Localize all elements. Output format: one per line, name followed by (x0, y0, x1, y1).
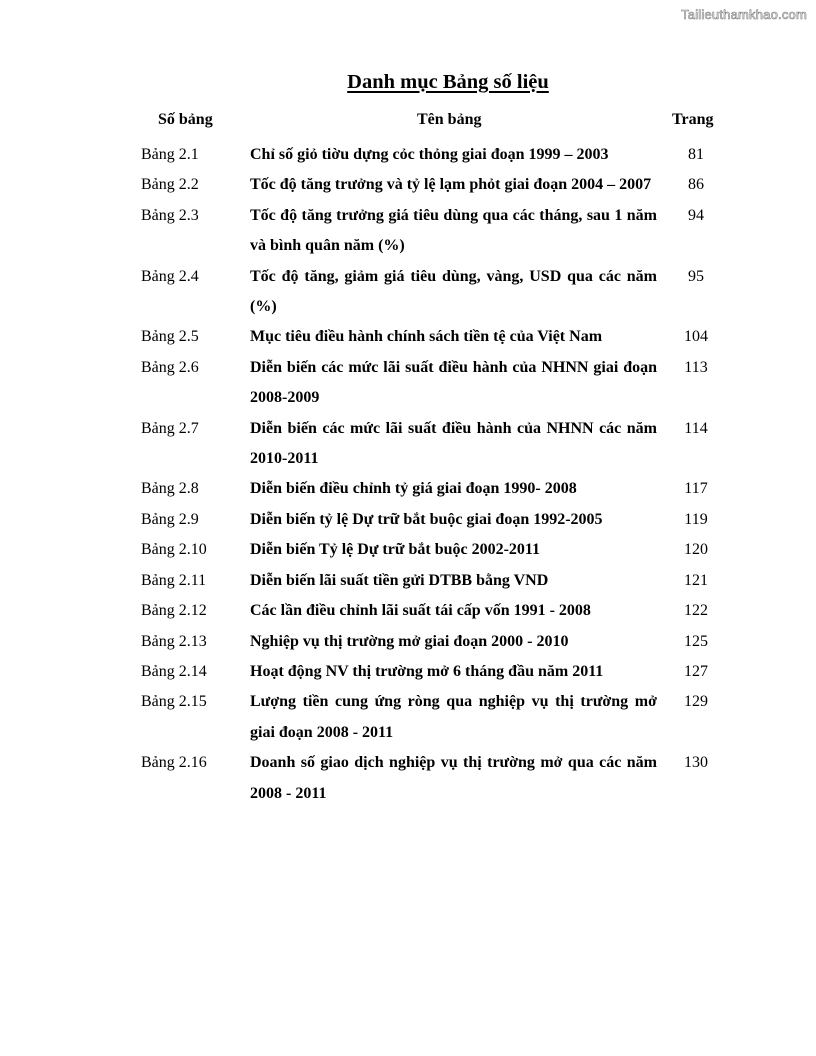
row-name: Các lần điều chỉnh lãi suất tái cấp vốn 1991 - 2008 (250, 602, 591, 620)
row-page: 114 (684, 419, 708, 437)
watermark-text: Tailieuthamkhao.com (681, 7, 807, 22)
row-name: Diễn biến lãi suất tiền gửi DTBB bằng VND (250, 571, 549, 589)
table-row (0, 627, 816, 657)
row-name: Diễn biến điều chỉnh tỷ giá giai đoạn 1990- 2008 (250, 480, 577, 498)
row-number: Bảng 2.9 (141, 510, 199, 528)
table-row (0, 201, 816, 262)
row-number: Bảng 2.8 (141, 480, 199, 498)
table-row (0, 322, 816, 352)
row-number: Bảng 2.4 (141, 267, 199, 285)
table-row (0, 687, 816, 748)
row-name: Tốc độ tăng, giảm giá tiêu dùng, vàng, USD qua các năm (%) (250, 267, 657, 316)
table-row (0, 566, 816, 596)
row-page: 122 (684, 602, 708, 620)
row-number: Bảng 2.10 (141, 541, 207, 559)
row-name: Mục tiêu điều hành chính sách tiền tệ của Việt Nam (250, 328, 603, 346)
row-name: Doanh số giao dịch nghiệp vụ thị trường mở qua các năm 2008 - 2011 (250, 754, 657, 802)
row-number: Bảng 2.3 (141, 206, 199, 224)
table-header (0, 111, 816, 133)
table-row (0, 170, 816, 200)
row-name: Diễn biến Tỷ lệ Dự trữ bắt buộc 2002-2011 (250, 541, 541, 559)
header-name: Tên bảng (417, 111, 482, 128)
row-name: Lượng tiền cung ứng ròng qua nghiệp vụ thị trường mở giai đoạn 2008 - 2011 (250, 693, 657, 741)
row-number: Bảng 2.14 (141, 662, 207, 680)
header-number: Số bảng (158, 111, 213, 128)
row-page: 129 (684, 693, 708, 711)
table-row (0, 596, 816, 626)
row-page: 125 (684, 632, 708, 650)
row-name: Nghiệp vụ thị trường mở giai đoạn 2000 - 2010 (250, 632, 569, 650)
row-page: 94 (688, 206, 704, 224)
row-page: 113 (684, 358, 708, 376)
row-number: Bảng 2.7 (141, 419, 199, 437)
table-row (0, 505, 816, 535)
row-number: Bảng 2.16 (141, 754, 207, 772)
row-name: Tốc độ tăng trưởng giá tiêu dùng qua các tháng, sau 1 năm và bình quân năm (%) (250, 206, 657, 255)
row-page: 81 (688, 146, 704, 163)
row-page: 127 (684, 662, 708, 680)
row-page: 130 (684, 754, 708, 772)
row-number: Bảng 2.11 (141, 571, 207, 589)
table-row (0, 474, 816, 504)
row-number: Bảng 2.12 (141, 602, 207, 620)
row-page: 117 (684, 480, 708, 498)
row-number: Bảng 2.15 (141, 693, 207, 711)
table-row (0, 535, 816, 565)
row-name: Diễn biến các mức lãi suất điều hành của NHNN các năm 2010-2011 (250, 419, 657, 468)
row-page: 104 (684, 328, 708, 346)
row-page: 121 (684, 571, 708, 589)
row-number: Bảng 2.2 (141, 176, 199, 194)
row-number: Bảng 2.13 (141, 632, 207, 650)
row-page: 95 (688, 267, 704, 285)
table-row (0, 353, 816, 414)
row-number: Bảng 2.6 (141, 358, 199, 376)
row-name: Hoạt động NV thị trường mở 6 tháng đầu năm 2011 (250, 662, 604, 680)
table-list (0, 140, 816, 809)
table-row (0, 748, 816, 809)
row-name: Diễn biến tỷ lệ Dự trữ bắt buộc giai đoạn 1992-2005 (250, 510, 603, 528)
page-title: Danh mục Bảng số liệu (347, 71, 549, 93)
row-page: 120 (684, 541, 708, 559)
row-number: Bảng 2.5 (141, 328, 199, 346)
header-page: Trang (672, 111, 714, 128)
table-row (0, 414, 816, 475)
row-name: Diễn biến các mức lãi suất điều hành của NHNN giai đoạn 2008-2009 (250, 358, 657, 407)
table-row (0, 140, 816, 170)
row-name: Tốc độ tăng trưởng và tỷ lệ lạm phỏt giai đoạn 2004 – 2007 (250, 176, 652, 194)
row-number: Bảng 2.1 (141, 146, 199, 163)
row-page: 86 (688, 176, 704, 194)
table-row (0, 262, 816, 323)
row-name: Chỉ số giỏ tiờu dựng cỏc thỏng giai đoạn 1999 – 2003 (250, 146, 609, 163)
table-row (0, 657, 816, 687)
row-page: 119 (684, 510, 708, 528)
